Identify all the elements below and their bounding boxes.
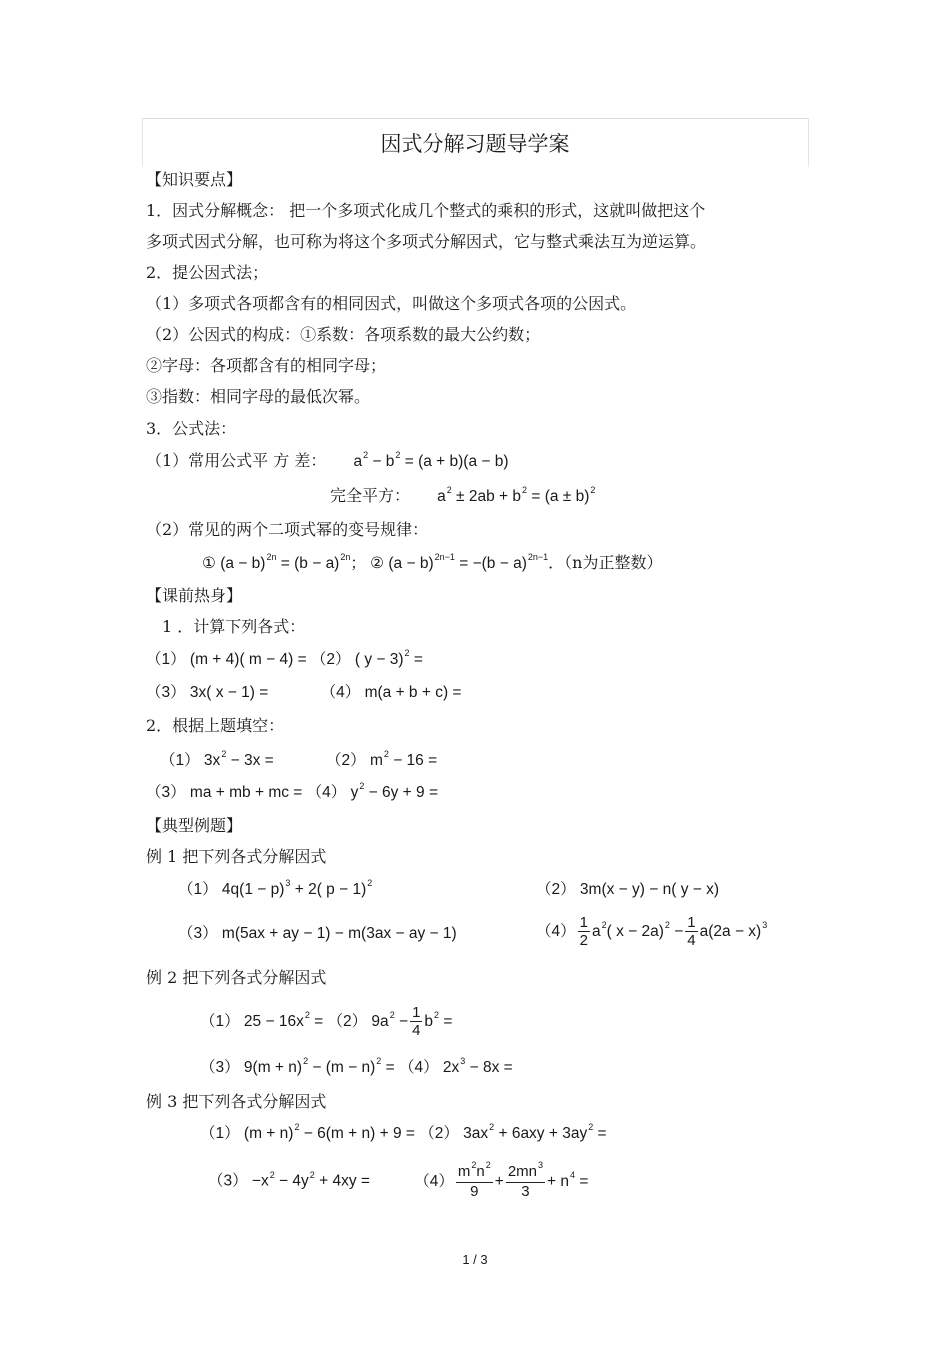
section-examples: 【典型例题】 (146, 816, 243, 835)
example-1-item-3: （3） m(5ax + ay − 1) − m(3ax − ay − 1) (178, 925, 457, 942)
difference-of-squares-label: （1）常用公式平 方 差： (146, 451, 327, 470)
kp-line-4: （1）多项式各项都含有的相同因式，叫做这个多项式各项的公因式。 (146, 294, 637, 313)
kp-line-8: 3．公式法： (146, 419, 237, 438)
section-key-points: 【知识要点】 (146, 170, 243, 189)
section-warmup: 【课前热身】 (146, 586, 243, 605)
warmup-q1: 1 ．计算下列各式： (162, 617, 306, 636)
kp-line-3: 2．提公因式法； (146, 263, 269, 282)
kp-line-5: （2）公因式的构成：①系数：各项系数的最大公约数； (146, 325, 541, 344)
kp-line-6: ②字母：各项都含有的相同字母； (146, 356, 387, 375)
example-1-heading: 例 1 把下列各式分解因式 (146, 847, 327, 866)
warmup-q2-row-2: （3） ma + mb + mc = （4） $y^2 - 6y + 9$ = (146, 781, 439, 801)
page-title: 因式分解习题导学案 (380, 132, 570, 156)
example-1-item-1: （1） $4q(1 - p)^3 + 2$( p − 1)$^2$ (178, 878, 373, 898)
example-3-row-1: （1） $(m + n)^2 - 6(m + n) + 9 = (2) 3ax^2 + 6axy + 3ay^2$ = (200, 1122, 607, 1142)
example-2-row-1: （1） $25 - 16x^2 = (2) 9a^2$ − $\frac{1}{4}$ $b^2$ = (200, 1004, 453, 1040)
warmup-q1-row-2: （3） 3x( x − 1) = （4） m(a + b + c) = (146, 684, 462, 701)
warmup-q1-row-1: （1） (m + 4)( m − 4) = （2） ( y − 3)$^2$ = (146, 648, 423, 668)
perfect-square-label: 完全平方： (330, 486, 411, 505)
sign-change-note: ．（n为正整数） (548, 553, 663, 572)
page-number: 1 / 3 (462, 1252, 488, 1267)
example-2-row-2: （3） $9(m + n)^2 - (m - n)^2 = (4) 2x^3 - 8x$ = (200, 1056, 513, 1076)
example-3-heading: 例 3 把下列各式分解因式 (146, 1092, 327, 1111)
sign-change-rules: ① $(a - b)^{2n} = (b - a)^{2n}$； ② $(a - b)^{2n-1} = -(b - a)^{2n-1}$．（n为正整数） (202, 552, 663, 572)
kp-line-2: 多项式因式分解，也可称为将这个多项式分解因式，它与整式乘法互为逆运算。 (146, 232, 707, 251)
example-3-row-2: $(3) -x^2 - 4y^2 + 4xy = (4)$ $\frac{m^2n^2}{9}$ + $\frac{2mn^3}{3}$ + $n^4$ = (208, 1160, 589, 1200)
kp-line-11: （2）常见的两个二项式幂的变号规律： (146, 520, 429, 539)
example-1-item-4: （4） $\frac{1}{2}$ $a^2$( x − 2a)$^2$ − $\frac{1}{4}$ $a(2a - x)^3$ (536, 914, 768, 950)
kp-line-1: 1．因式分解概念： 把一个多项式化成几个整式的乘积的形式，这就叫做把这个 (146, 201, 706, 220)
difference-of-squares: （1）常用公式平 方 差： $a^2 - b^2 = (a + b)(a - b)$ (146, 450, 509, 470)
example-2-heading: 例 2 把下列各式分解因式 (146, 968, 327, 987)
warmup-q2: 2．根据上题填空： (146, 716, 285, 735)
kp-line-7: ③指数：相同字母的最低次幂。 (146, 387, 371, 406)
example-1-item-2: （2） 3m(x − y) − n( y − x) (536, 881, 720, 898)
perfect-square: 完全平方： $a^2 \pm 2ab + b^2 = (a \pm b)^2$ (330, 485, 596, 505)
warmup-q2-row-1: （1） $3x^2 - 3x = (2) m^2 - 16$ = (160, 749, 438, 769)
